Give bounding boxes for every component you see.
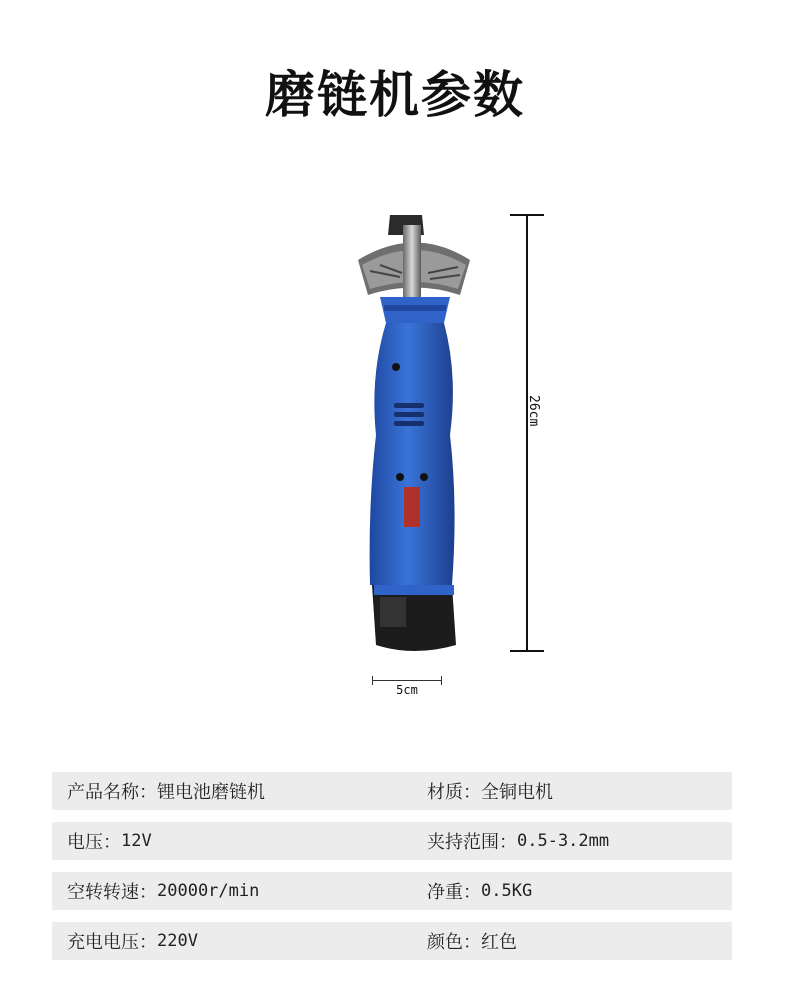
height-dimension-line bbox=[510, 214, 544, 652]
spec-cell bbox=[52, 778, 412, 804]
spec-value: 220V bbox=[157, 931, 198, 951]
spec-cell bbox=[52, 928, 412, 954]
spec-cell bbox=[52, 828, 412, 854]
spec-row bbox=[52, 822, 732, 860]
spec-row bbox=[52, 772, 732, 810]
spec-cell bbox=[412, 778, 732, 804]
width-dimension-label: 5cm bbox=[396, 683, 418, 697]
spec-cell bbox=[412, 878, 732, 904]
spec-row bbox=[52, 922, 732, 960]
spec-label: 空转转速： bbox=[67, 882, 157, 903]
spec-value: 0.5-3.2mm bbox=[517, 831, 610, 851]
height-dimension-label: 26cm bbox=[526, 395, 541, 427]
spec-cell bbox=[412, 928, 732, 954]
spec-label: 净重： bbox=[427, 882, 481, 903]
spec-label: 颜色： bbox=[427, 932, 481, 953]
spec-label: 材质： bbox=[427, 782, 481, 803]
spec-value: 12V bbox=[121, 831, 152, 851]
spec-value: 全铜电机 bbox=[481, 782, 553, 803]
page-title: 磨链机参数 bbox=[265, 66, 525, 124]
spec-value: 20000r/min bbox=[157, 881, 260, 901]
spec-table bbox=[52, 772, 732, 972]
spec-row bbox=[52, 872, 732, 910]
spec-label: 夹持范围： bbox=[427, 832, 517, 853]
spec-label: 产品名称： bbox=[67, 782, 157, 803]
chain-sharpener-image bbox=[340, 205, 490, 665]
spec-cell bbox=[52, 878, 412, 904]
spec-label: 电压： bbox=[67, 832, 121, 853]
spec-value: 红色 bbox=[481, 932, 517, 953]
spec-label: 充电电压： bbox=[67, 932, 157, 953]
spec-value: 锂电池磨链机 bbox=[157, 782, 265, 803]
spec-value: 0.5KG bbox=[481, 881, 533, 901]
spec-cell bbox=[412, 828, 732, 854]
